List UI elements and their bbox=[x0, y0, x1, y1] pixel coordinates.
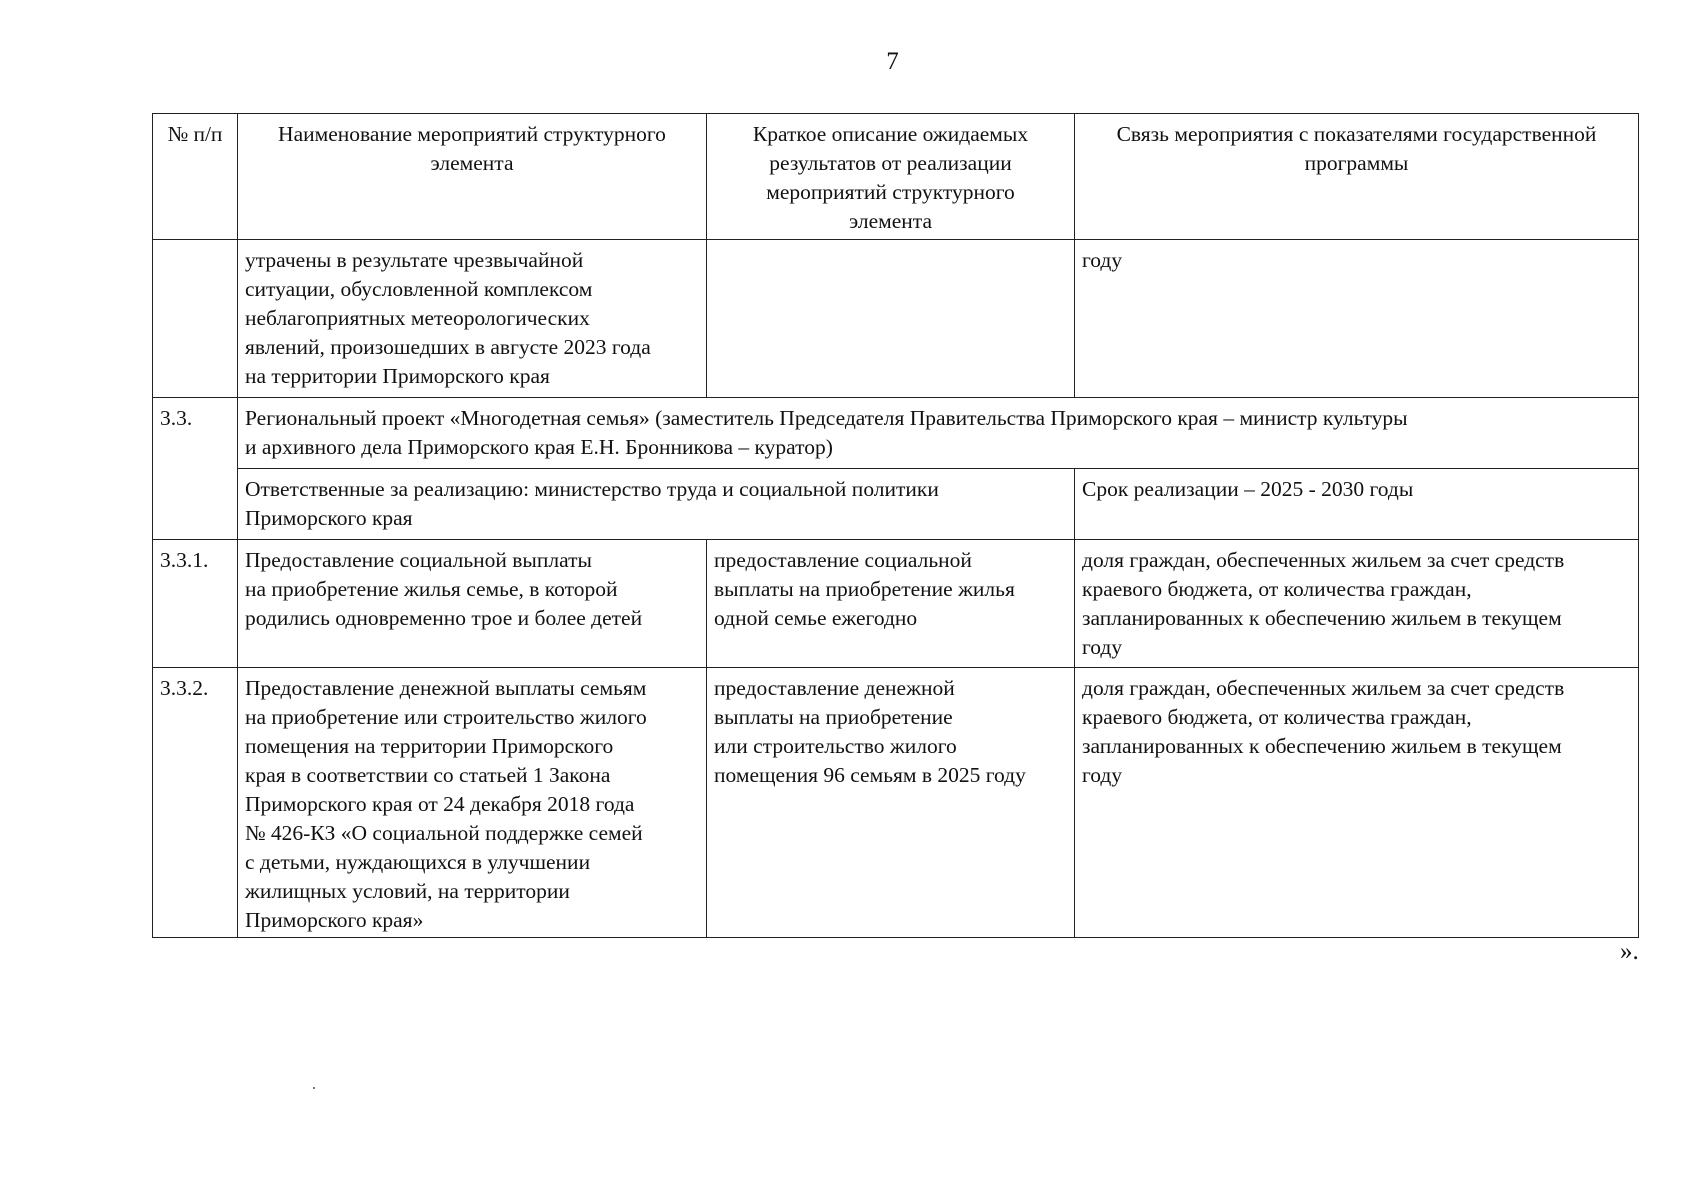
table-row bbox=[153, 668, 1639, 938]
header-name: Наименование мероприятий структурного элемента bbox=[238, 114, 707, 240]
project-term: Срок реализации – 2025 - 2030 годы bbox=[1075, 469, 1639, 540]
row-num: 3.3.2. bbox=[153, 668, 238, 938]
page-number: 7 bbox=[886, 48, 899, 75]
scan-artifact-dot bbox=[313, 1087, 315, 1089]
row-name: Предоставление денежной выплаты семьям на приобретение или строительство жилого помещения на территории Приморского края в соответствии со статьей 1 Закона Приморского края от 24 декабря 2018 года № 426-КЗ «О социальной поддержке семей с детьми, нуждающихся в улучшении жилищных условий, на территории Приморского края» bbox=[238, 668, 707, 938]
row-link: доля граждан, обеспеченных жильем за счет средств краевого бюджета, от количества граждан, запланированных к обеспечению жильем в текущем году bbox=[1075, 540, 1639, 668]
project-num: 3.3. bbox=[153, 398, 238, 540]
row-link: доля граждан, обеспеченных жильем за счет средств краевого бюджета, от количества граждан, запланированных к обеспечению жильем в текущем году bbox=[1075, 668, 1639, 938]
row-description: предоставление денежной выплаты на приобретение или строительство жилого помещения 96 семьям в 2025 году bbox=[707, 668, 1075, 938]
header-link: Связь мероприятия с показателями государственной программы bbox=[1075, 114, 1639, 240]
project-row bbox=[153, 398, 1639, 469]
closing-quote: ». bbox=[1620, 938, 1639, 965]
row-name: Предоставление социальной выплаты на приобретение жилья семье, в которой родились одновременно трое и более детей bbox=[238, 540, 707, 668]
cell-link: году bbox=[1075, 240, 1639, 398]
header-description: Краткое описание ожидаемых результатов от реализации мероприятий структурного элемента bbox=[707, 114, 1075, 240]
row-num: 3.3.1. bbox=[153, 540, 238, 668]
measures-table bbox=[152, 113, 1639, 938]
project-responsible: Ответственные за реализацию: министерство труда и социальной политики Приморского края bbox=[238, 469, 1075, 540]
header-num: № п/п bbox=[153, 114, 238, 240]
project-responsible-row bbox=[153, 469, 1639, 540]
table-row bbox=[153, 540, 1639, 668]
cell-num bbox=[153, 240, 238, 398]
row-description: предоставление социальной выплаты на приобретение жилья одной семье ежегодно bbox=[707, 540, 1075, 668]
table-header-row bbox=[153, 114, 1639, 240]
table-row-continuation bbox=[153, 240, 1639, 398]
cell-name: утрачены в результате чрезвычайной ситуации, обусловленной комплексом неблагоприятных метеорологических явлений, произошедших в августе 2023 года на территории Приморского края bbox=[238, 240, 707, 398]
cell-description bbox=[707, 240, 1075, 398]
project-title: Региональный проект «Многодетная семья» (заместитель Председателя Правительства Приморского края – министр культуры и архивного дела Приморского края Е.Н. Бронникова – куратор) bbox=[238, 398, 1639, 469]
